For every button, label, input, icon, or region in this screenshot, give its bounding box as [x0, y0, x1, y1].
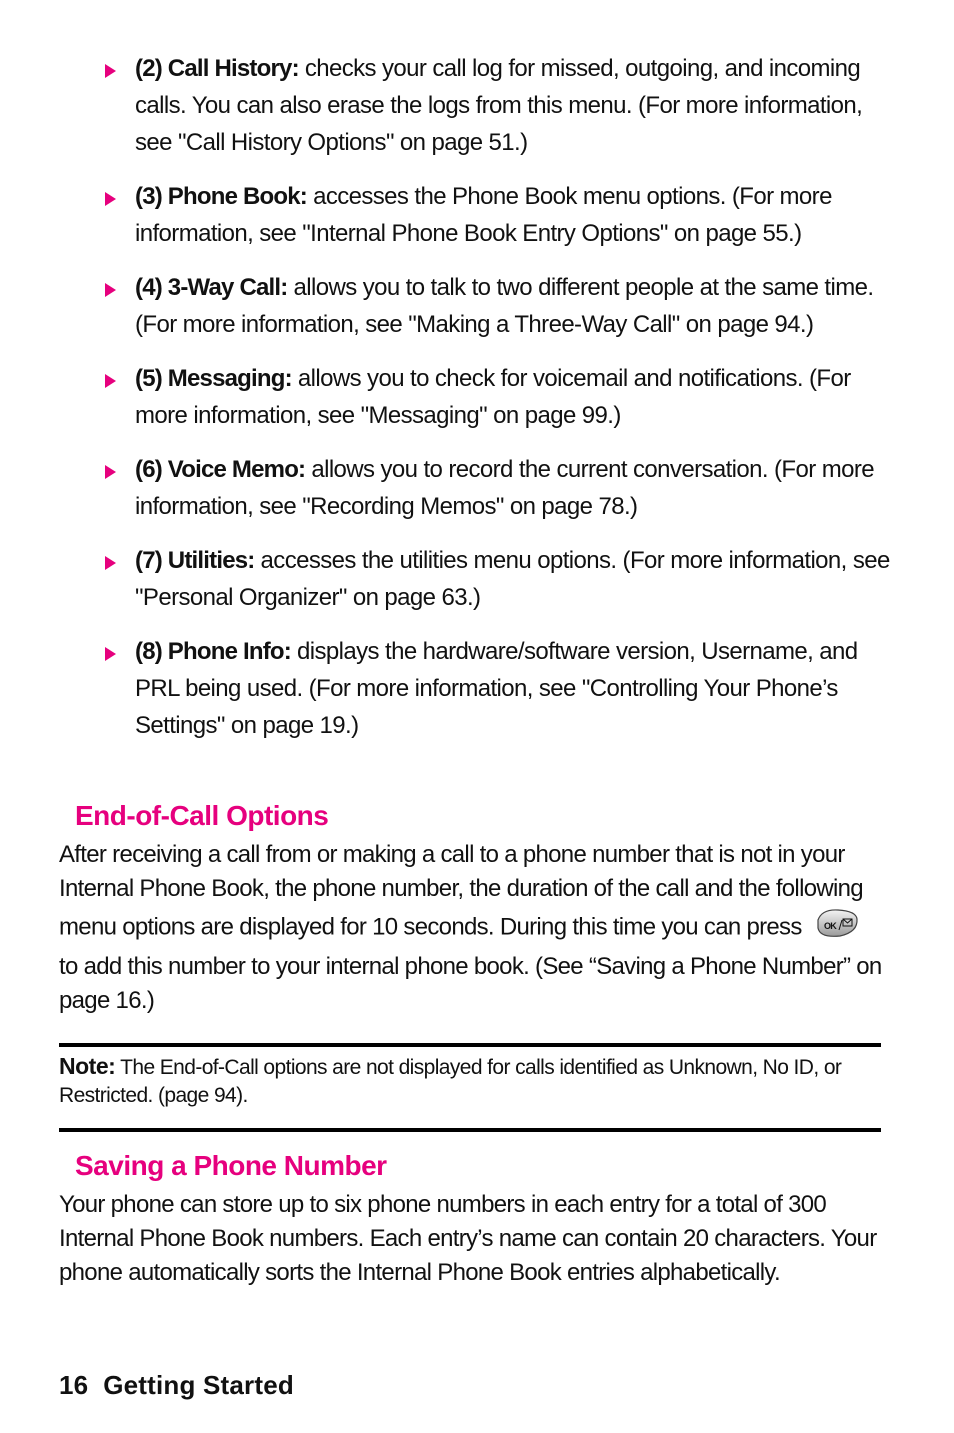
list-item: [103, 269, 893, 343]
list-item-text: accesses the utilities menu options. (For more information, see "Personal Organizer" on page 63.): [135, 547, 890, 611]
list-item-text: allows you to talk to two different people at the same time. (For more information, see "Making a Three-Way Call" on page 94.): [135, 274, 874, 338]
end-of-call-text-after: to add this number to your internal phone book. (See “Saving a Phone Number” on page 16.): [59, 953, 882, 1014]
note-box: [59, 1052, 889, 1110]
list-item-text: allows you to check for voicemail and notifications. (For more information, see "Messaging" on page 99.): [135, 365, 851, 429]
note-top-rule: [59, 1043, 881, 1047]
feature-list: [103, 50, 893, 761]
page-number: 16: [59, 1370, 89, 1400]
bullet-triangle-icon: [105, 64, 116, 78]
list-item-text: displays the hardware/software version, Username, and PRL being used. (For more information, see "Controlling Your Phone’s Settings" on page 19.): [135, 638, 858, 739]
bullet-triangle-icon: [105, 465, 116, 479]
saving-body: Your phone can store up to six phone numbers in each entry for a total of 300 Internal Phone Book numbers. Each entry’s name can contain 20 characters. Your phone automatically sorts the Internal Phone Book entries alphabetically.: [59, 1191, 877, 1286]
note-bottom-rule: [59, 1128, 881, 1132]
page-footer: [59, 1370, 294, 1401]
note-text: The End-of-Call options are not displayed for calls identified as Unknown, No ID, or Restricted. (page 94).: [59, 1056, 842, 1107]
list-item-text: checks your call log for missed, outgoing, and incoming calls. You can also erase the logs from this menu. (For more information, see "Call History Options" on page 51.): [135, 55, 863, 156]
end-of-call-body: [59, 838, 889, 1018]
list-item: [103, 633, 893, 744]
list-item-label: (5) Messaging:: [135, 365, 292, 392]
list-item-label: (2) Call History:: [135, 55, 299, 82]
list-item-text: allows you to record the current conversation. (For more information, see "Recording Memos" on page 78.): [135, 456, 874, 520]
section-heading-end-of-call: End-of-Call Options: [75, 800, 329, 831]
list-item: [103, 542, 893, 616]
bullet-triangle-icon: [105, 374, 116, 388]
bullet-triangle-icon: [105, 283, 116, 297]
list-item-label: (6) Voice Memo:: [135, 456, 306, 483]
bullet-triangle-icon: [105, 647, 116, 661]
list-item-label: (7) Utilities:: [135, 547, 255, 574]
list-item-label: (4) 3-Way Call:: [135, 274, 288, 301]
list-item: [103, 451, 893, 525]
footer-section-title: Getting Started: [103, 1370, 294, 1400]
end-of-call-text-before: After receiving a call from or making a call to a phone number that is not in your Internal Phone Book, the phone number, the duration of the call and the following menu options are displayed for 10 seconds. During this time you can press: [59, 841, 863, 941]
section-heading-saving: Saving a Phone Number: [75, 1150, 387, 1181]
svg-text:OK: OK: [823, 921, 836, 931]
note-label: Note:: [59, 1053, 116, 1079]
list-item-text: accesses the Phone Book menu options. (For more information, see "Internal Phone Book Entry Options" on page 55.): [135, 183, 832, 247]
list-item: [103, 178, 893, 252]
bullet-triangle-icon: [105, 192, 116, 206]
list-item: [103, 50, 893, 161]
list-item-label: (3) Phone Book:: [135, 183, 307, 210]
bullet-triangle-icon: [105, 556, 116, 570]
ok-menu-key-icon: [814, 906, 860, 950]
list-item-label: (8) Phone Info:: [135, 638, 291, 665]
list-item: [103, 360, 893, 434]
